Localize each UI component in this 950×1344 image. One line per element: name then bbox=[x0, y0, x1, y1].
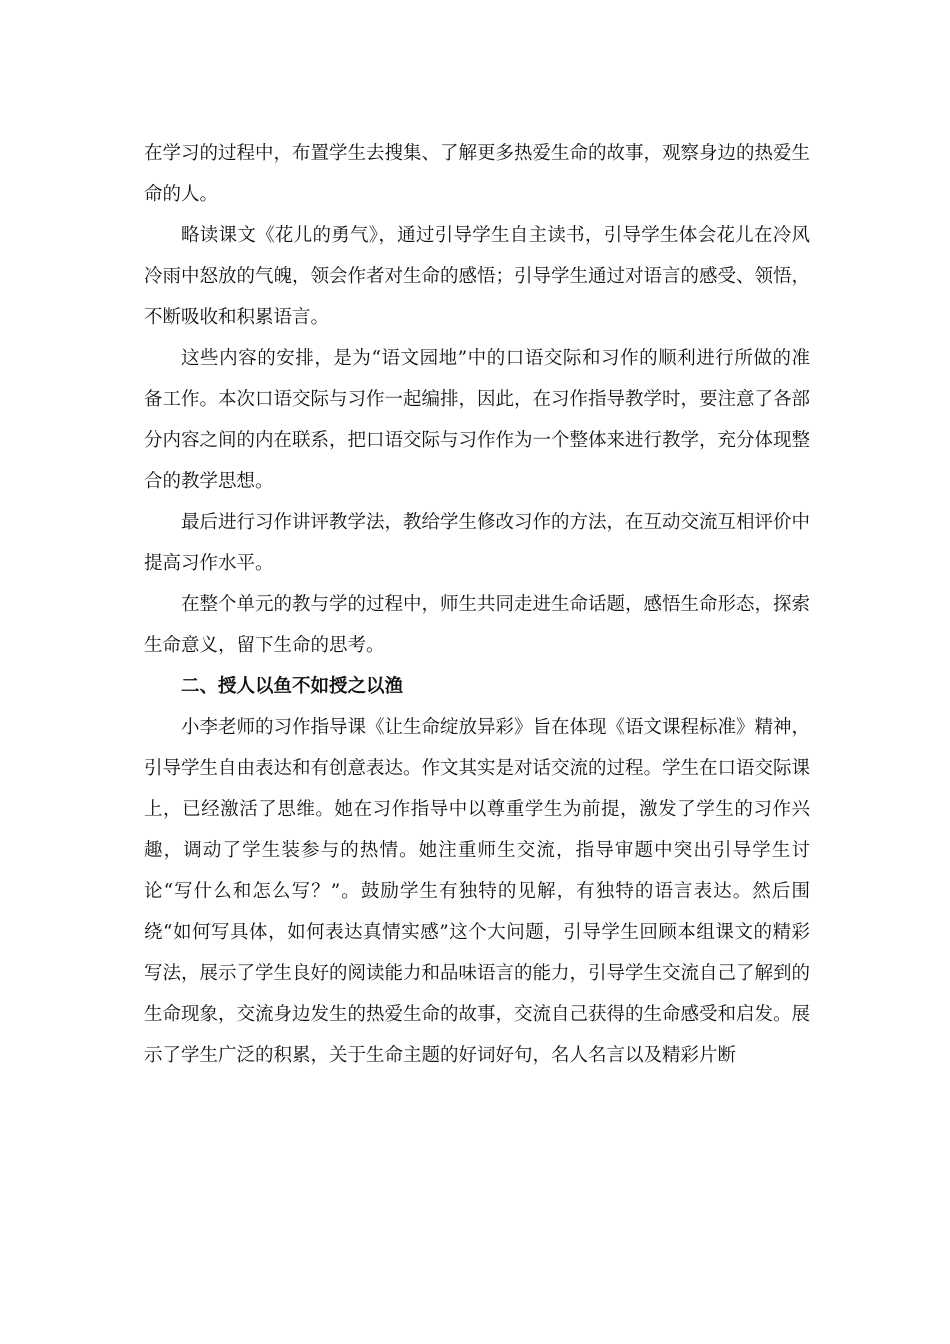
document-body bbox=[144, 133, 810, 1076]
paragraph-arrangement: 这些内容的安排，是为“语文园地”中的口语交际和习作的顺利进行所做的准备工作。本次口语交际与习作一起编排，因此，在习作指导教学时，要注意了各部分内容之间的内在联系，把口语交际与习作作为一个整体来进行教学，充分体现整合的教学思想。 bbox=[144, 348, 811, 492]
section-heading: 二、授人以鱼不如授之以渔 bbox=[181, 676, 404, 697]
paragraph-unit-summary: 在整个单元的教与学的过程中，师生共同走进生命话题，感悟生命形态，探索生命意义，留下生命的思考。 bbox=[144, 594, 811, 656]
paragraph-lesson-analysis: 小李老师的习作指导课《让生命绽放异彩》旨在体现《语文课程标准》精神，引导学生自由表达和有创意表达。作文其实是对话交流的过程。学生在口语交际课上，已经激活了思维。她在习作指导中以尊重学生为前提，激发了学生的习作兴趣，调动了学生装参与的热情。她注重师生交流，指导审题中突出引导学生讨论“写什么和怎么写？”。鼓励学生有独特的见解，有独特的语言表达。然后围绕“如何写具体，如何表达真情实感”这个大问题，引导学生回顾本组课文的精彩写法，展示了学生良好的阅读能力和品味语言的能力，引导学生交流自己了解到的生命现象，交流身边发生的热爱生命的故事，交流自己获得的生命感受和启发。展示了学生广泛的积累，关于生命主题的好词好句，名人名言以及精彩片断 bbox=[144, 717, 811, 1066]
paragraph-continued: 在学习的过程中，布置学生去搜集、了解更多热爱生命的故事，观察身边的热爱生命的人。 bbox=[144, 143, 811, 205]
paragraph-reading-lesson: 略读课文《花儿的勇气》，通过引导学生自主读书，引导学生体会花儿在冷风冷雨中怒放的气魄，领会作者对生命的感悟；引导学生通过对语言的感受、领悟，不断吸收和积累语言。 bbox=[144, 225, 811, 328]
paragraph-review: 最后进行习作讲评教学法，教给学生修改习作的方法，在互动交流互相评价中提高习作水平。 bbox=[144, 512, 811, 574]
